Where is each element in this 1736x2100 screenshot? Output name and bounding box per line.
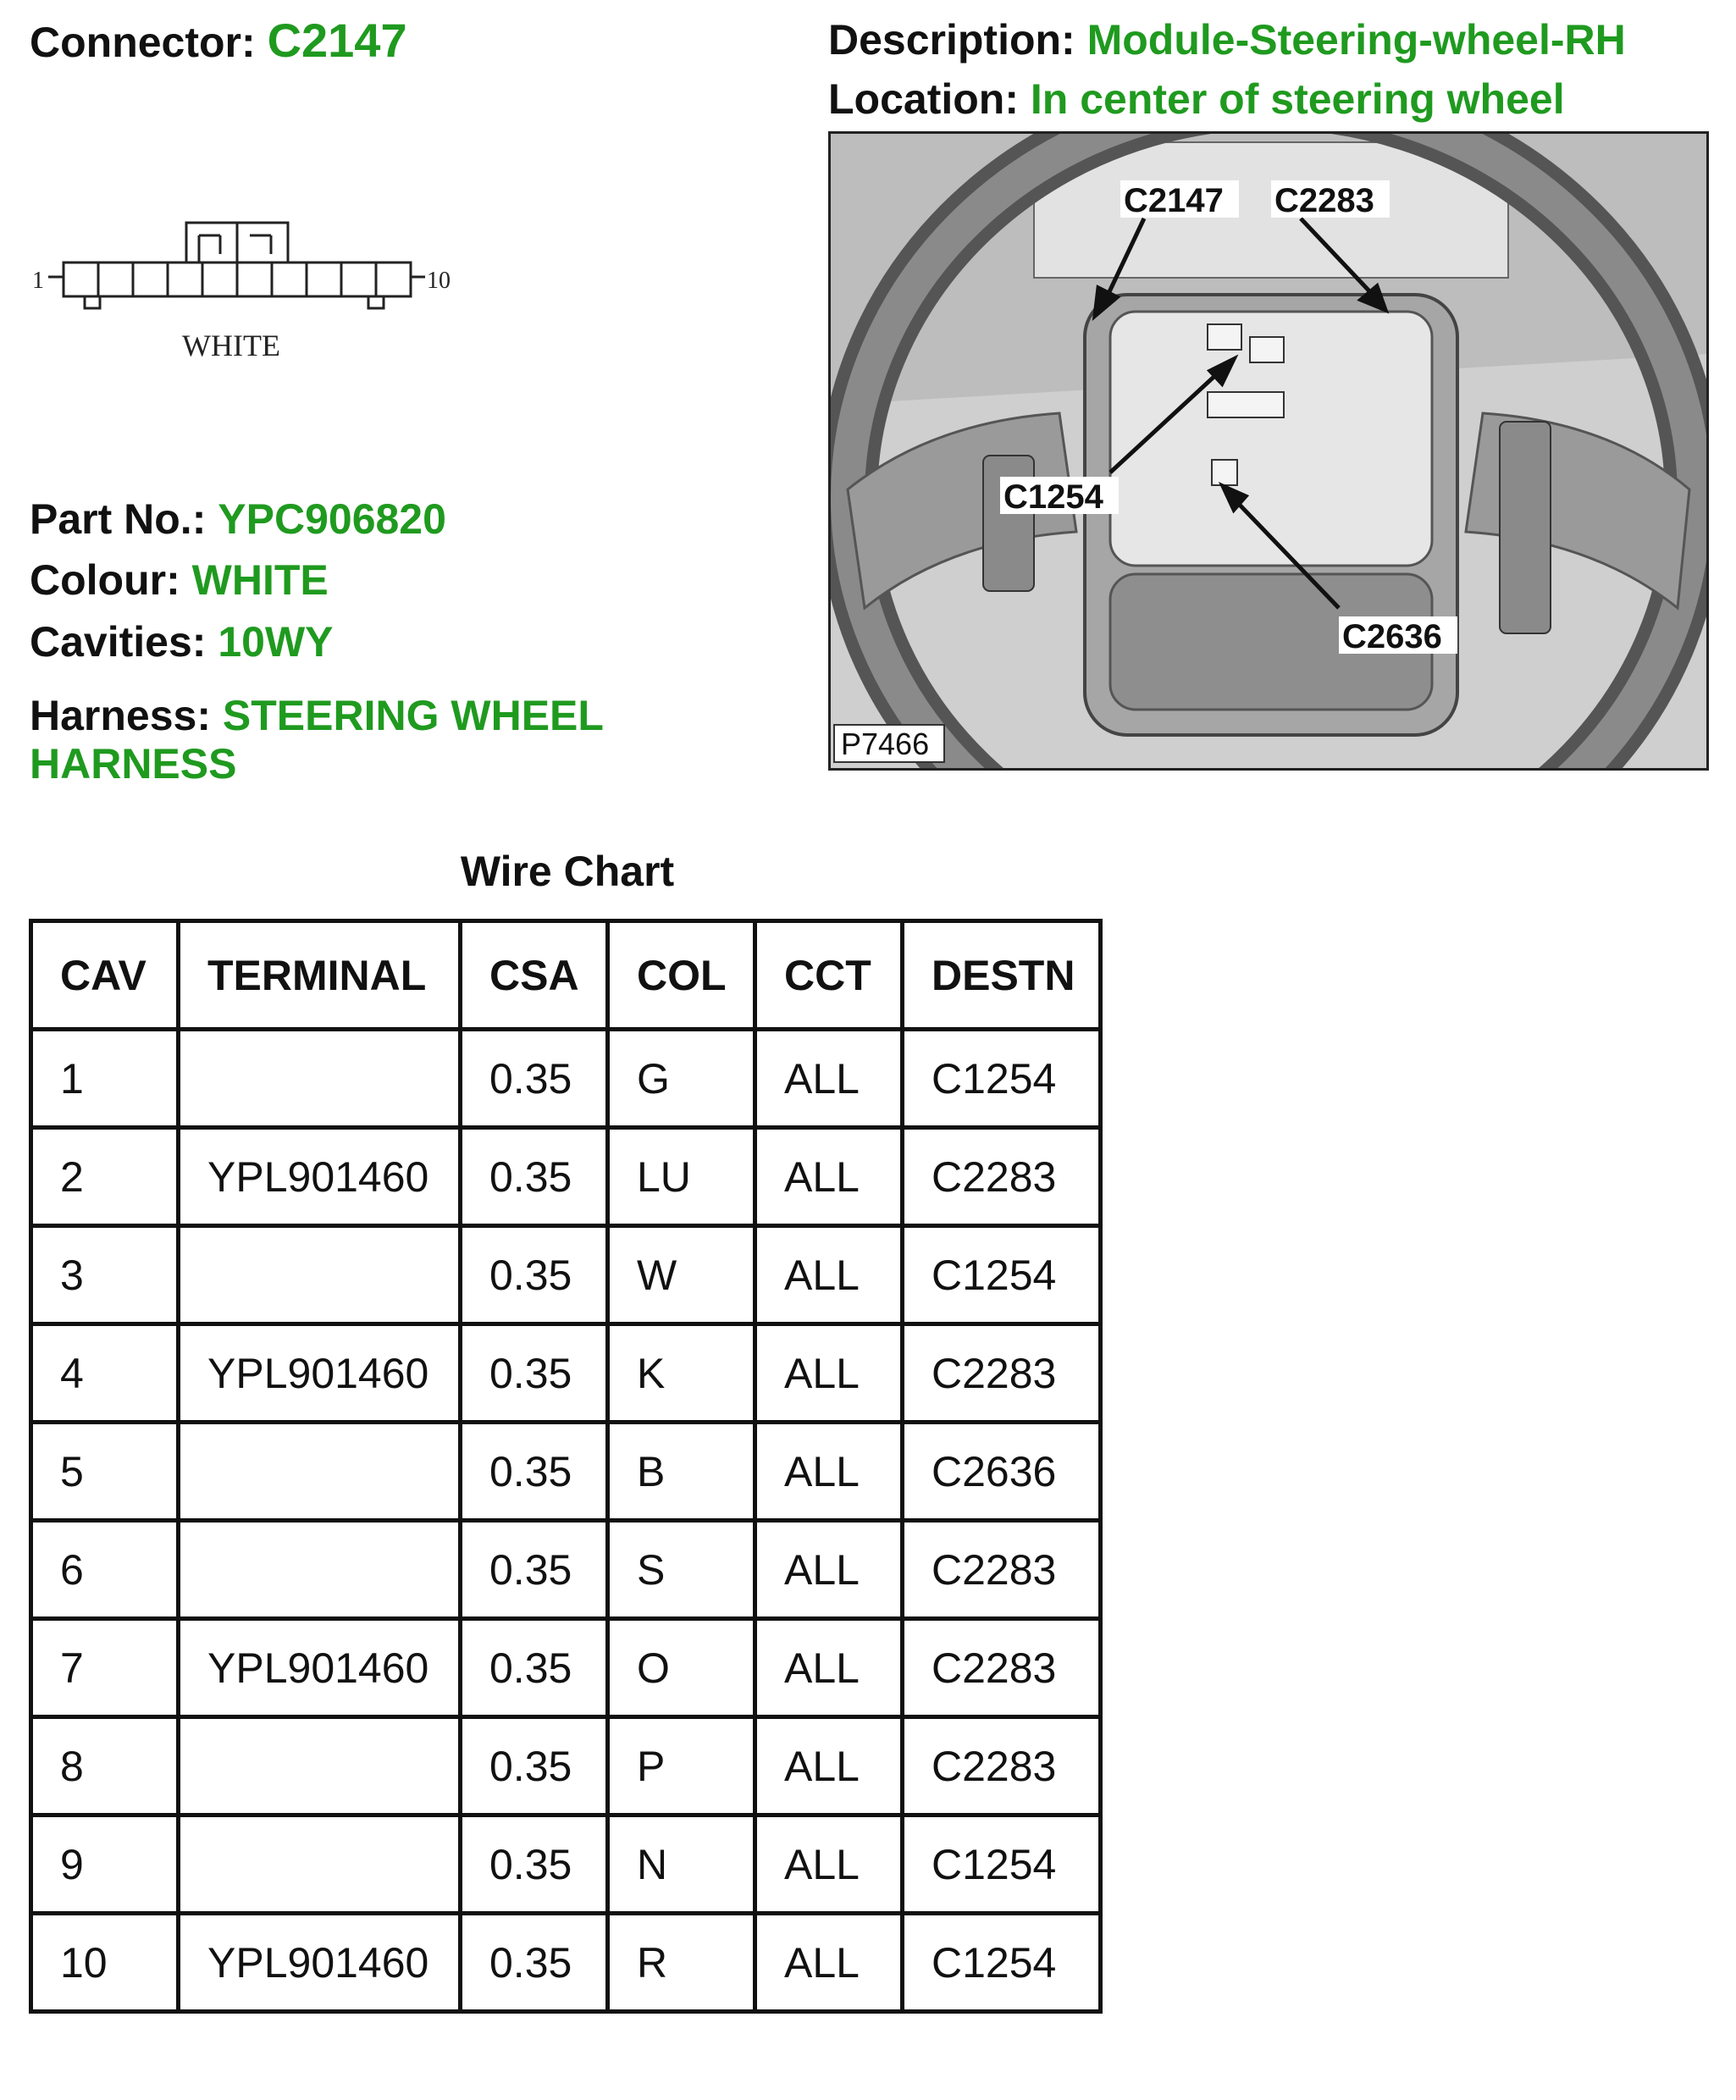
description-value: Module-Steering-wheel-RH	[1086, 16, 1626, 64]
location-label: Location:	[828, 75, 1019, 123]
cell-csa: 0.35	[461, 1521, 608, 1619]
table-row	[31, 1423, 1101, 1521]
cell-terminal	[179, 1030, 461, 1128]
cell-cav: 8	[31, 1717, 179, 1815]
cell-csa: 0.35	[461, 1914, 608, 2012]
pin-1-label: 1	[32, 268, 44, 294]
header-terminal: TERMINAL	[179, 921, 461, 1030]
wire-chart-title: Wire Chart	[460, 848, 675, 895]
cell-terminal	[179, 1226, 461, 1324]
cell-cct: ALL	[755, 1914, 903, 2012]
harness-label: Harness:	[30, 692, 211, 739]
figure-id: P7466	[841, 727, 930, 761]
cell-terminal	[179, 1815, 461, 1914]
cavities-value: 10WY	[218, 618, 334, 666]
cavities-label: Cavities:	[30, 618, 207, 666]
table-row	[31, 1128, 1101, 1226]
cell-csa: 0.35	[461, 1619, 608, 1717]
cell-csa: 0.35	[461, 1030, 608, 1128]
cell-terminal: YPL901460	[179, 1619, 461, 1717]
colour-label: Colour:	[30, 556, 180, 604]
cell-csa: 0.35	[461, 1717, 608, 1815]
cell-col: P	[608, 1717, 755, 1815]
cell-destn: C1254	[903, 1914, 1101, 2012]
location-line	[828, 75, 1565, 123]
cell-col: W	[608, 1226, 755, 1324]
description-line	[828, 16, 1626, 64]
harness-value-line2: HARNESS	[30, 740, 237, 788]
callout-c2283: C2283	[1274, 182, 1374, 219]
colour-line	[30, 556, 329, 604]
cell-cav: 10	[31, 1914, 179, 2012]
cell-csa: 0.35	[461, 1226, 608, 1324]
table-row	[31, 1914, 1101, 2012]
cell-col: O	[608, 1619, 755, 1717]
cell-terminal	[179, 1717, 461, 1815]
table-row	[31, 1717, 1101, 1815]
cell-destn: C1254	[903, 1030, 1101, 1128]
cell-col: B	[608, 1423, 755, 1521]
location-value: In center of steering wheel	[1030, 75, 1565, 123]
callout-c1254: C1254	[1003, 478, 1103, 516]
cavities-line	[30, 618, 334, 666]
cell-cav: 6	[31, 1521, 179, 1619]
cell-csa: 0.35	[461, 1815, 608, 1914]
cell-destn: C1254	[903, 1815, 1101, 1914]
cell-col: LU	[608, 1128, 755, 1226]
table-row	[31, 1324, 1101, 1423]
header-csa: CSA	[461, 921, 608, 1030]
cell-destn: C2636	[903, 1423, 1101, 1521]
cell-destn: C2283	[903, 1128, 1101, 1226]
cell-csa: 0.35	[461, 1423, 608, 1521]
cell-csa: 0.35	[461, 1128, 608, 1226]
cell-destn: C2283	[903, 1324, 1101, 1423]
cell-cct: ALL	[755, 1423, 903, 1521]
cell-cav: 1	[31, 1030, 179, 1128]
description-label: Description:	[828, 16, 1075, 64]
cell-cct: ALL	[755, 1619, 903, 1717]
callout-c2147: C2147	[1124, 182, 1224, 219]
cell-col: N	[608, 1815, 755, 1914]
harness-line-2	[30, 740, 237, 788]
table-row	[31, 1815, 1101, 1914]
cell-terminal	[179, 1521, 461, 1619]
connector-color-text: WHITE	[182, 329, 280, 362]
part-no-value: YPC906820	[218, 495, 446, 543]
cell-col: K	[608, 1324, 755, 1423]
cell-cav: 7	[31, 1619, 179, 1717]
part-no-line	[30, 495, 446, 543]
wire-chart-table	[29, 919, 1103, 2014]
cell-col: S	[608, 1521, 755, 1619]
cell-terminal: YPL901460	[179, 1914, 461, 2012]
cell-cav: 5	[31, 1423, 179, 1521]
pin-10-label: 10	[427, 268, 451, 294]
cell-destn: C2283	[903, 1717, 1101, 1815]
cell-cct: ALL	[755, 1521, 903, 1619]
harness-value-line1: STEERING WHEEL	[222, 692, 604, 739]
connector-id: C2147	[267, 14, 407, 67]
connector-line	[30, 14, 407, 67]
colour-value: WHITE	[191, 556, 329, 604]
cell-col: R	[608, 1914, 755, 2012]
table-row	[31, 1619, 1101, 1717]
wire-chart-header-row	[31, 921, 1101, 1030]
cell-cct: ALL	[755, 1226, 903, 1324]
harness-line	[30, 694, 604, 737]
header-cct: CCT	[755, 921, 903, 1030]
header-col: COL	[608, 921, 755, 1030]
cell-terminal: YPL901460	[179, 1128, 461, 1226]
cell-cav: 9	[31, 1815, 179, 1914]
cell-cct: ALL	[755, 1128, 903, 1226]
table-row	[31, 1521, 1101, 1619]
header-cav: CAV	[31, 921, 179, 1030]
cell-cct: ALL	[755, 1717, 903, 1815]
connector-label: Connector:	[30, 19, 256, 66]
table-row	[31, 1226, 1101, 1324]
cell-destn: C1254	[903, 1226, 1101, 1324]
connector-face-diagram	[25, 195, 500, 381]
cell-col: G	[608, 1030, 755, 1128]
header-destn: DESTN	[903, 921, 1101, 1030]
cell-cav: 4	[31, 1324, 179, 1423]
location-photo	[828, 131, 1709, 771]
cell-terminal: YPL901460	[179, 1324, 461, 1423]
cell-terminal	[179, 1423, 461, 1521]
cell-csa: 0.35	[461, 1324, 608, 1423]
table-row	[31, 1030, 1101, 1128]
part-no-label: Part No.:	[30, 495, 207, 543]
cell-cav: 3	[31, 1226, 179, 1324]
wire-chart-body	[31, 1030, 1101, 2012]
cell-destn: C2283	[903, 1521, 1101, 1619]
cell-cct: ALL	[755, 1324, 903, 1423]
cell-cct: ALL	[755, 1815, 903, 1914]
steering-wheel-illustration	[831, 134, 1706, 768]
callout-c2636: C2636	[1342, 618, 1442, 655]
cell-cct: ALL	[755, 1030, 903, 1128]
cell-cav: 2	[31, 1128, 179, 1226]
cell-destn: C2283	[903, 1619, 1101, 1717]
